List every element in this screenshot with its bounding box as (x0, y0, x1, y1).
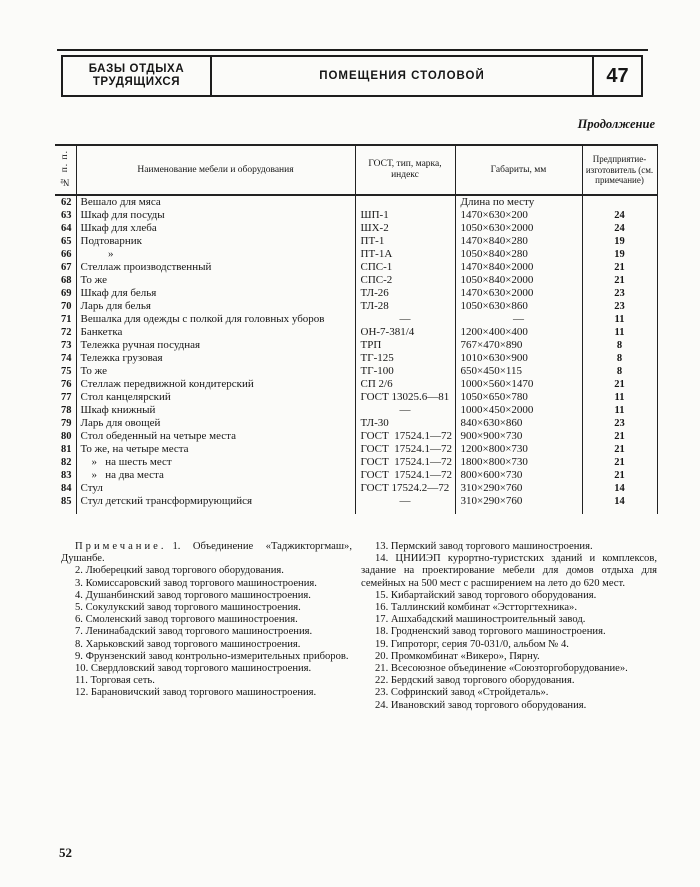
cell-num: 78 (55, 404, 76, 417)
table-body (55, 195, 657, 514)
table-row (55, 248, 657, 261)
note-item: 9. Фрунзенский завод контрольно-измерительных приборов. (75, 650, 349, 662)
note-item: 11. Торговая сеть. (75, 675, 155, 687)
cell-size: 1050×630×2000 (455, 222, 582, 235)
column-header-gost: ГОСТ, тип, марка, индекс (355, 145, 455, 195)
table-row (55, 287, 657, 300)
top-rule-divider (57, 49, 648, 51)
cell-gost: ГОСТ 17524.1—72 (355, 456, 455, 469)
note-item: 3. Комиссаровский завод торгового машиностроения. (75, 577, 317, 589)
cell-num: 83 (55, 469, 76, 482)
cell-num: 67 (55, 261, 76, 274)
note-item: 16. Таллинский комбинат «Эстторгтехника». (375, 602, 577, 614)
table-spacer-row (55, 508, 657, 514)
spacer-cell (355, 508, 455, 514)
table-row (55, 300, 657, 313)
column-header-name: Наименование мебели и оборудования (76, 145, 355, 195)
cell-size: 650×450×115 (455, 365, 582, 378)
cell-num: 73 (55, 339, 76, 352)
table-row (55, 378, 657, 391)
cell-maker: 8 (582, 339, 657, 352)
cell-gost: — (355, 404, 455, 417)
table-row (55, 326, 657, 339)
cell-name: Вешалка для одежды с полкой для головных уборов (76, 313, 355, 326)
cell-num: 82 (55, 456, 76, 469)
note-item: 5. Сокулукский завод торгового машиностроения. (75, 602, 301, 614)
cell-size: 840×630×860 (455, 417, 582, 430)
cell-maker: 8 (582, 352, 657, 365)
table-header-row (55, 145, 657, 195)
cell-size: 1470×630×200 (455, 209, 582, 222)
cell-gost: ШХ-2 (355, 222, 455, 235)
cell-size: 1000×560×1470 (455, 378, 582, 391)
note-item: 23. Софринский завод «Стройдеталь». (375, 687, 549, 699)
cell-name: Шкаф книжный (76, 404, 355, 417)
cell-gost: ТГ-100 (355, 365, 455, 378)
cell-num: 63 (55, 209, 76, 222)
cell-name: Банкетка (76, 326, 355, 339)
cell-name: Подтоварник (76, 235, 355, 248)
cell-name: То же, на четыре места (76, 443, 355, 456)
table-row (55, 443, 657, 456)
cell-gost: ТГ-125 (355, 352, 455, 365)
note-item: 2. Люберецкий завод торгового оборудования. (75, 565, 284, 577)
cell-maker: 23 (582, 300, 657, 313)
cell-num: 79 (55, 417, 76, 430)
note-item: 12. Барановичский завод торгового машиностроения. (75, 687, 317, 699)
table-row (55, 261, 657, 274)
header-room-title: ПОМЕЩЕНИЯ СТОЛОВОЙ (319, 70, 485, 82)
table-row (55, 222, 657, 235)
cell-num: 71 (55, 313, 76, 326)
cell-size: 310×290×760 (455, 482, 582, 495)
cell-gost: ГОСТ 17524.1—72 (355, 443, 455, 456)
note-item: 24. Ивановский завод торгового оборудования. (375, 699, 587, 711)
cell-name: » на два места (76, 469, 355, 482)
equipment-table-wrapper (55, 144, 657, 514)
cell-num: 74 (55, 352, 76, 365)
note-item: 6. Смоленский завод торгового машиностроения. (75, 614, 298, 626)
table-row (55, 430, 657, 443)
cell-num: 72 (55, 326, 76, 339)
table-row (55, 495, 657, 508)
table-row (55, 417, 657, 430)
table-row (55, 482, 657, 495)
cell-size: 1470×630×2000 (455, 287, 582, 300)
cell-size: 1470×840×280 (455, 235, 582, 248)
cell-num: 66 (55, 248, 76, 261)
cell-num: 80 (55, 430, 76, 443)
cell-maker: 19 (582, 248, 657, 261)
header-section-title-line2: ТРУДЯЩИХСЯ (92, 76, 181, 88)
cell-maker: 21 (582, 469, 657, 482)
table-row (55, 456, 657, 469)
cell-size: 1200×400×400 (455, 326, 582, 339)
cell-gost: ОН-7-381/4 (355, 326, 455, 339)
cell-gost: — (355, 495, 455, 508)
note-item: 21. Всесоюзное объединение «Союзторгоборудование». (375, 663, 628, 675)
cell-maker: 11 (582, 326, 657, 339)
note-item: 10. Свердловский завод торгового машиностроения. (75, 663, 312, 675)
cell-name: » (76, 248, 355, 261)
note-item: 19. Гипроторг, серия 70-031/0, альбом № 4. (375, 638, 569, 650)
cell-gost: ШП-1 (355, 209, 455, 222)
cell-num: 81 (55, 443, 76, 456)
table-row (55, 235, 657, 248)
table-row (55, 391, 657, 404)
cell-size: 1470×840×2000 (455, 261, 582, 274)
cell-name: Стул (76, 482, 355, 495)
notes-right-column (361, 541, 657, 712)
cell-name: Шкаф для посуды (76, 209, 355, 222)
cell-gost: ТЛ-28 (355, 300, 455, 313)
spacer-cell (55, 508, 76, 514)
cell-maker: 24 (582, 222, 657, 235)
header-section-title-line1: БАЗЫ ОТДЫХА (88, 63, 185, 75)
cell-num: 70 (55, 300, 76, 313)
cell-maker: 14 (582, 495, 657, 508)
cell-gost: СПС-2 (355, 274, 455, 287)
cell-maker: 21 (582, 378, 657, 391)
table-row (55, 365, 657, 378)
cell-name: Стол канцелярский (76, 391, 355, 404)
cell-gost: СП 2/6 (355, 378, 455, 391)
note-item: 22. Бердский завод торгового оборудования. (375, 675, 575, 687)
cell-gost: ГОСТ 17524.1—72 (355, 469, 455, 482)
cell-gost: — (355, 313, 455, 326)
cell-num: 75 (55, 365, 76, 378)
cell-maker: 21 (582, 430, 657, 443)
cell-name: Стеллаж производственный (76, 261, 355, 274)
cell-gost: ТЛ-30 (355, 417, 455, 430)
cell-name: Шкаф для белья (76, 287, 355, 300)
cell-size: 310×290×760 (455, 495, 582, 508)
column-header-num (55, 145, 76, 195)
cell-gost: ПТ-1А (355, 248, 455, 261)
cell-name: Тележка ручная посудная (76, 339, 355, 352)
cell-maker: 21 (582, 443, 657, 456)
note-item: 20. Промкомбинат «Викеро», Пярну. (375, 650, 540, 662)
cell-size: 1050×840×2000 (455, 274, 582, 287)
table-row (55, 469, 657, 482)
cell-maker: 24 (582, 209, 657, 222)
header-section-title (63, 57, 212, 95)
cell-size: 1800×800×730 (455, 456, 582, 469)
cell-maker: 21 (582, 456, 657, 469)
table-row (55, 352, 657, 365)
cell-maker: 11 (582, 391, 657, 404)
cell-gost: ТЛ-26 (355, 287, 455, 300)
cell-name: Стол обеденный на четыре места (76, 430, 355, 443)
header-sheet-number: 47 (592, 57, 641, 95)
cell-num: 85 (55, 495, 76, 508)
page-number: 52 (59, 845, 72, 860)
table-row (55, 339, 657, 352)
cell-name: Шкаф для хлеба (76, 222, 355, 235)
cell-name: То же (76, 365, 355, 378)
table-row (55, 195, 657, 209)
note-item: 15. Кибартайский завод торгового оборудования. (375, 589, 597, 601)
cell-maker: 19 (582, 235, 657, 248)
column-header-size: Габариты, мм (455, 145, 582, 195)
cell-num: 62 (55, 195, 76, 209)
cell-size: 800×600×730 (455, 469, 582, 482)
cell-name: То же (76, 274, 355, 287)
equipment-table (55, 144, 658, 514)
cell-name: Ларь для овощей (76, 417, 355, 430)
cell-num: 65 (55, 235, 76, 248)
cell-size: 1050×650×780 (455, 391, 582, 404)
cell-size: 900×900×730 (455, 430, 582, 443)
table-row (55, 313, 657, 326)
notes-section (61, 541, 657, 712)
cell-gost: ГОСТ 17524.2—72 (355, 482, 455, 495)
cell-size: 1010×630×900 (455, 352, 582, 365)
cell-size: 1050×630×860 (455, 300, 582, 313)
cell-name: » на шесть мест (76, 456, 355, 469)
cell-maker: 21 (582, 274, 657, 287)
cell-num: 69 (55, 287, 76, 300)
cell-size: 1000×450×2000 (455, 404, 582, 417)
note-item: 18. Гродненский завод торгового машиностроения. (375, 626, 606, 638)
cell-size: 767×470×890 (455, 339, 582, 352)
cell-maker: 23 (582, 417, 657, 430)
cell-num: 68 (55, 274, 76, 287)
spacer-cell (582, 508, 657, 514)
cell-size: Длина по месту (455, 195, 582, 209)
note-item: 4. Душанбинский завод торгового машиностроения. (75, 589, 311, 601)
cell-maker: 11 (582, 313, 657, 326)
note-item: Примечание. 1. Объединение «Таджикторгмаш», Душанбе. (61, 541, 352, 565)
cell-maker (582, 195, 657, 209)
page-header (61, 55, 643, 97)
notes-label: Примечание. (75, 541, 167, 552)
note-item: 14. ЦНИИЭП курортно-туристских зданий и комплексов, задание на проектирование мебели для домов отдыха для семейных на 500 мест с расширением на лето до 620 мест. (361, 553, 657, 589)
cell-name: Тележка грузовая (76, 352, 355, 365)
cell-gost: ГОСТ 17524.1—72 (355, 430, 455, 443)
note-item: 7. Ленинабадский завод торгового машиностроения. (75, 626, 313, 638)
cell-gost: ПТ-1 (355, 235, 455, 248)
column-header-maker: Предприятие-изготовитель (см. примечание) (582, 145, 657, 195)
cell-size: 1050×840×280 (455, 248, 582, 261)
cell-maker: 8 (582, 365, 657, 378)
cell-gost: ГОСТ 13025.6—81 (355, 391, 455, 404)
table-row (55, 404, 657, 417)
cell-num: 84 (55, 482, 76, 495)
column-header-num-label: № п. п. (59, 149, 70, 187)
cell-gost (355, 195, 455, 209)
note-item: 17. Ашхабадский машиностроительный завод. (375, 614, 586, 626)
cell-maker: 14 (582, 482, 657, 495)
table-row (55, 274, 657, 287)
cell-name: Вешало для мяса (76, 195, 355, 209)
cell-num: 64 (55, 222, 76, 235)
cell-size: — (455, 313, 582, 326)
cell-gost: СПС-1 (355, 261, 455, 274)
continuation-label: Продолжение (577, 117, 655, 131)
cell-size: 1200×800×730 (455, 443, 582, 456)
table-row (55, 209, 657, 222)
cell-maker: 23 (582, 287, 657, 300)
cell-name: Стул детский трансформирующийся (76, 495, 355, 508)
cell-num: 76 (55, 378, 76, 391)
note-item: 13. Пермский завод торгового машиностроения. (375, 541, 593, 552)
spacer-cell (455, 508, 582, 514)
cell-maker: 11 (582, 404, 657, 417)
cell-name: Ларь для белья (76, 300, 355, 313)
cell-num: 77 (55, 391, 76, 404)
cell-name: Стеллаж передвижной кондитерский (76, 378, 355, 391)
notes-left-column (61, 541, 352, 712)
cell-gost: ТРП (355, 339, 455, 352)
spacer-cell (76, 508, 355, 514)
cell-maker: 21 (582, 261, 657, 274)
note-item: 8. Харьковский завод торгового машиностроения. (75, 638, 301, 650)
